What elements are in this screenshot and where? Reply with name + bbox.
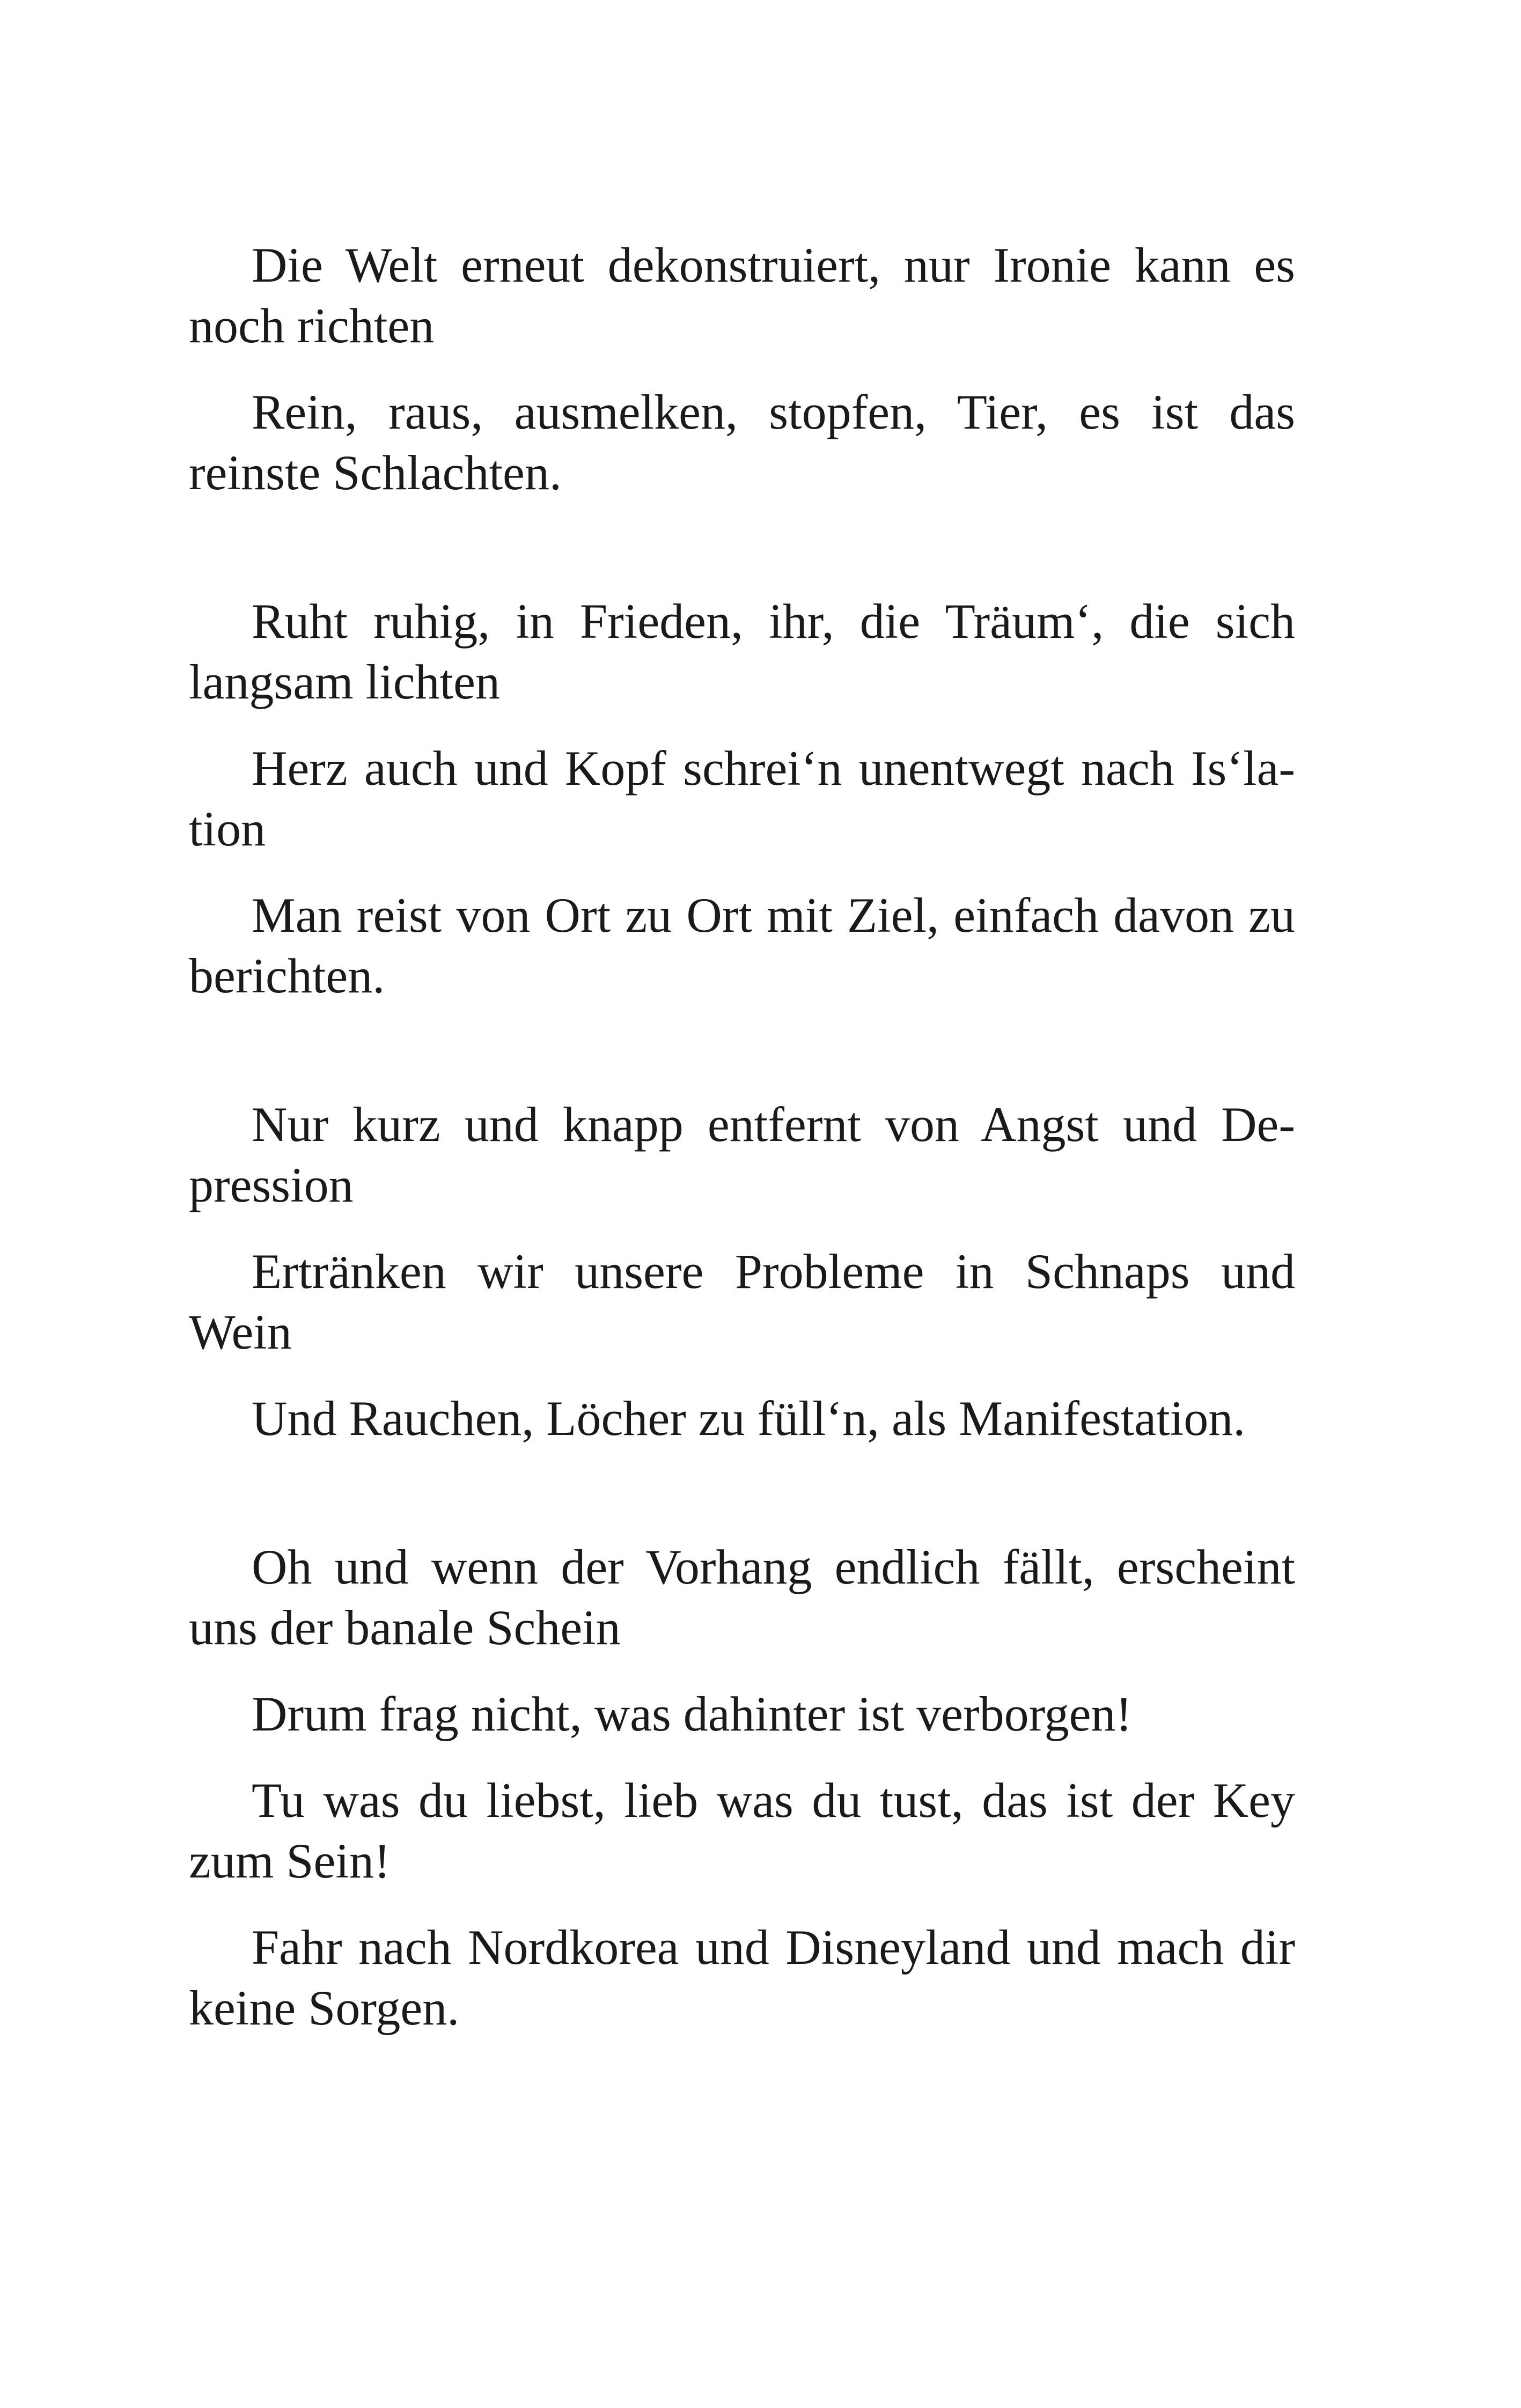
verse-line: Herz auch und Kopf schrei‘n unentwegt nach Is‘lation bbox=[189, 741, 1295, 856]
verse-line: Und Rauchen, Löcher zu füll‘n, als Manifestation. bbox=[252, 1391, 1246, 1446]
stanza-2 bbox=[189, 591, 1295, 1006]
verse-line: Nur kurz und knapp entfernt von Angst und Depression bbox=[189, 1097, 1295, 1212]
stanza-3 bbox=[189, 1094, 1295, 1449]
verse-line: Rein, raus, ausmelken, stopfen, Tier, es ist das reinste Schlachten. bbox=[189, 385, 1295, 500]
verse-line: Drum frag nicht, was dahinter ist verborgen! bbox=[252, 1687, 1133, 1741]
verse-line: Tu was du liebst, lieb was du tust, das ist der Key zum Sein! bbox=[189, 1773, 1295, 1888]
verse-line: Die Welt erneut dekonstruiert, nur Ironie kann es noch richten bbox=[189, 238, 1295, 353]
stanza-4 bbox=[189, 1537, 1295, 2038]
stanza-1 bbox=[189, 235, 1295, 503]
poem-text bbox=[189, 235, 1295, 2126]
verse-line: Man reist von Ort zu Ort mit Ziel, einfach davon zu berichten. bbox=[189, 888, 1295, 1003]
verse-line: Fahr nach Nordkorea und Disneyland und mach dir keine Sorgen. bbox=[189, 1920, 1295, 2035]
verse-line: Ruht ruhig, in Frieden, ihr, die Träum‘, die sich langsam lichten bbox=[189, 594, 1295, 709]
verse-line: Oh und wenn der Vorhang endlich fällt, erscheint uns der banale Schein bbox=[189, 1540, 1295, 1655]
verse-line: Ertränken wir unsere Probleme in Schnaps und Wein bbox=[189, 1244, 1295, 1359]
